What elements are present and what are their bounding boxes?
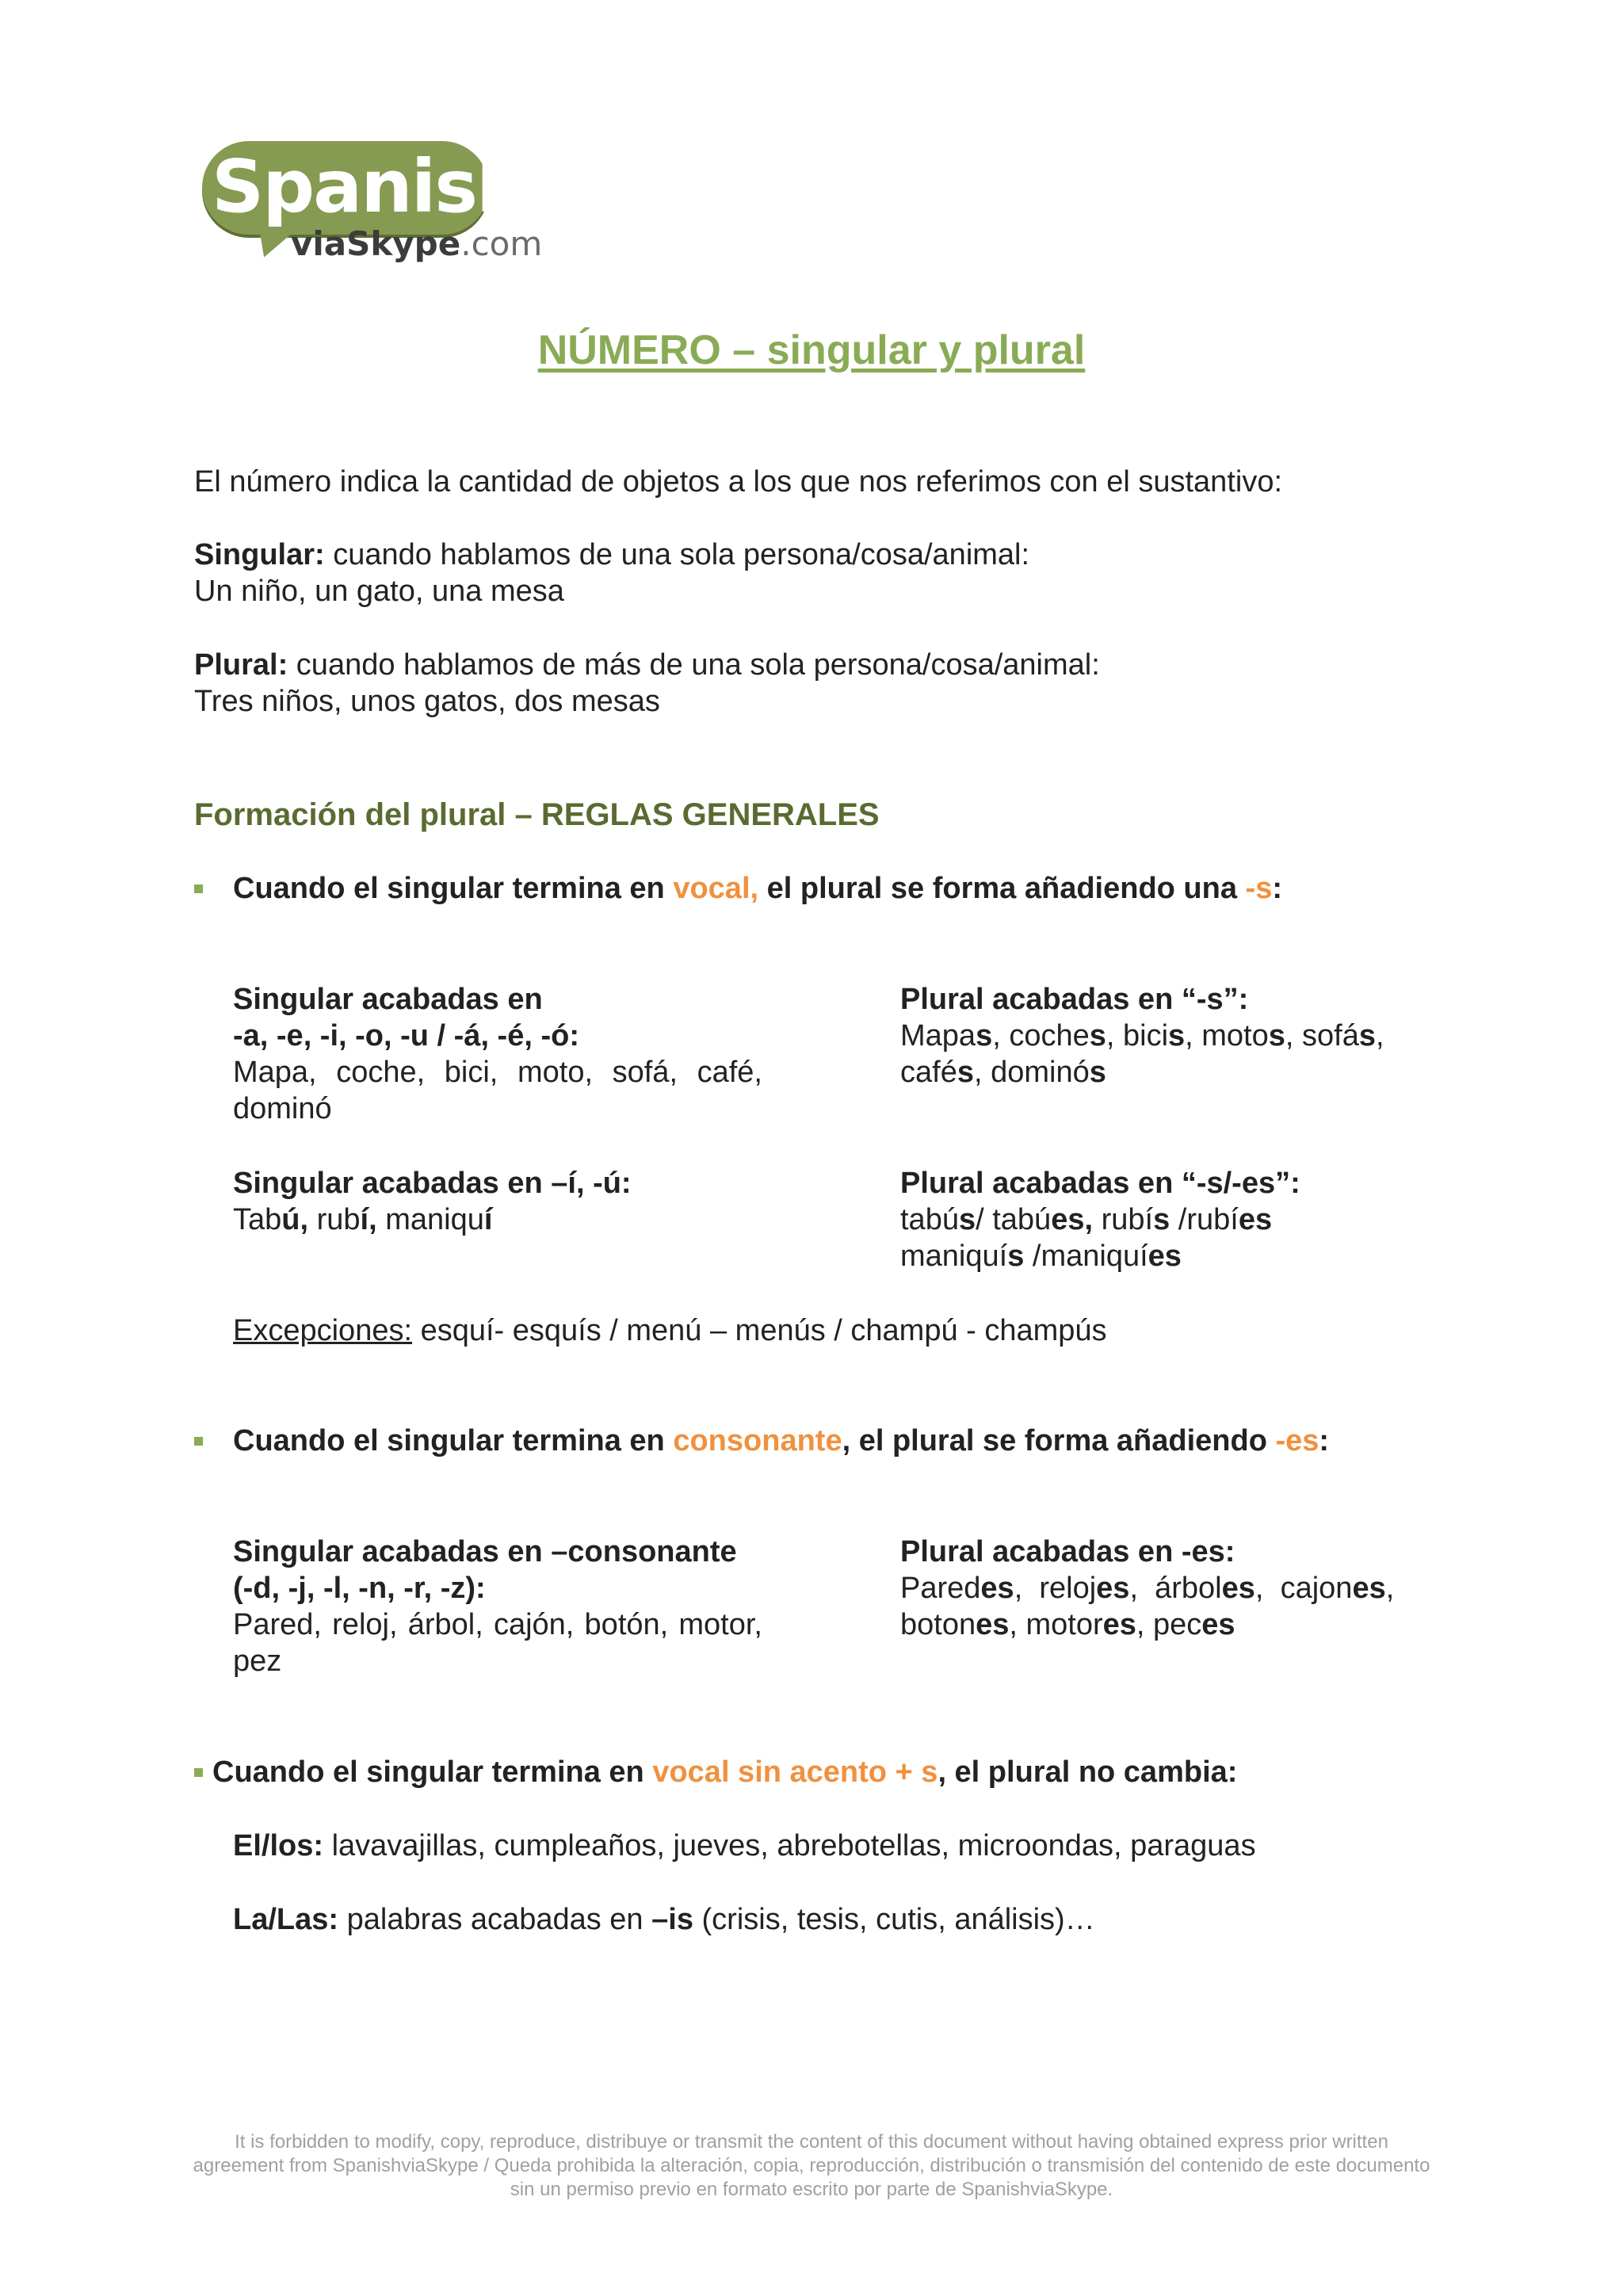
rule-vowel: Cuando el singular termina en vocal, el plural se forma añadiendo una -s: — [233, 872, 1282, 905]
plural-example: Tres niños, unos gatos, dos mesas — [194, 685, 660, 718]
plural-definition: Plural: cuando hablamos de más de una sola persona/cosa/animal: Tres niños, unos gatos, dos mesas — [194, 647, 1430, 720]
la-las-line: La/Las: palabras acabadas en –is (crisis, tesis, cutis, análisis)… — [233, 1903, 1095, 1936]
plural-vowel-block: Plural acabadas en “-s”: Mapas, coches, bicis, motos, sofás, cafés, dominós — [900, 983, 1384, 1089]
bullet-icon — [194, 1768, 203, 1777]
singular-vowel-block: Singular acabadas en -a, -e, -i, -o, -u / -á, -é, -ó: Mapa, coche, bici, moto, sofá, café, dominó — [233, 983, 762, 1125]
logo-word: Spanish — [212, 144, 527, 229]
logo-subtitle: viaSkype.com — [291, 224, 543, 263]
bullet-icon — [194, 1437, 203, 1446]
plural-accent-block: Plural acabadas en “-s/-es”: tabús/ tabúes, rubís /rubíes maniquís /maniquíes — [900, 1167, 1300, 1273]
singular-consonant-block: Singular acabadas en –consonante (-d, -j, -l, -n, -r, -z): Pared, reloj, árbol, cajón, botón, motor, pez — [233, 1535, 762, 1678]
singular-definition: Singular: cuando hablamos de una sola persona/cosa/animal: Un niño, un gato, una mesa — [194, 537, 1430, 609]
exceptions-line: Excepciones: esquí- esquís / menú – menús / champú - champús — [233, 1314, 1107, 1347]
bullet-icon — [194, 884, 203, 893]
plural-consonant-block: Plural acabadas en -es: Paredes, relojes, árboles, cajones, botones, motores, peces — [900, 1535, 1395, 1641]
plural-label: Plural: — [194, 648, 288, 682]
singular-example: Un niño, un gato, una mesa — [194, 575, 564, 608]
section-heading: Formación del plural – REGLAS GENERALES — [194, 797, 880, 832]
el-los-line: El/los: lavavajillas, cumpleaños, jueves, abrebotellas, microondas, paraguas — [233, 1829, 1256, 1862]
page-title: NÚMERO – singular y plural — [537, 327, 1086, 373]
singular-label: Singular: — [194, 538, 325, 571]
intro-paragraph: El número indica la cantidad de objetos a los que nos referimos con el sustantivo: — [194, 465, 1283, 499]
singular-accent-block: Singular acabadas en –í, -ú: Tabú, rubí, maniquí — [233, 1167, 632, 1236]
rule-unaccented-s: Cuando el singular termina en vocal sin acento + s, el plural no cambia: — [212, 1755, 1238, 1789]
logo — [202, 135, 543, 269]
copyright-footer: It is forbidden to modify, copy, reproduce, distribuye or transmit the content of this document without having obtained express prior written agreement from SpanishviaSkype / Queda prohibida la alteración, copia, reproducción, distribución o transmisión del contenido de este documento sin un permiso previo en formato escrito por parte de SpanishviaSkype. — [193, 2131, 1430, 2200]
rule-consonant: Cuando el singular termina en consonante, el plural se forma añadiendo -es: — [233, 1424, 1330, 1457]
